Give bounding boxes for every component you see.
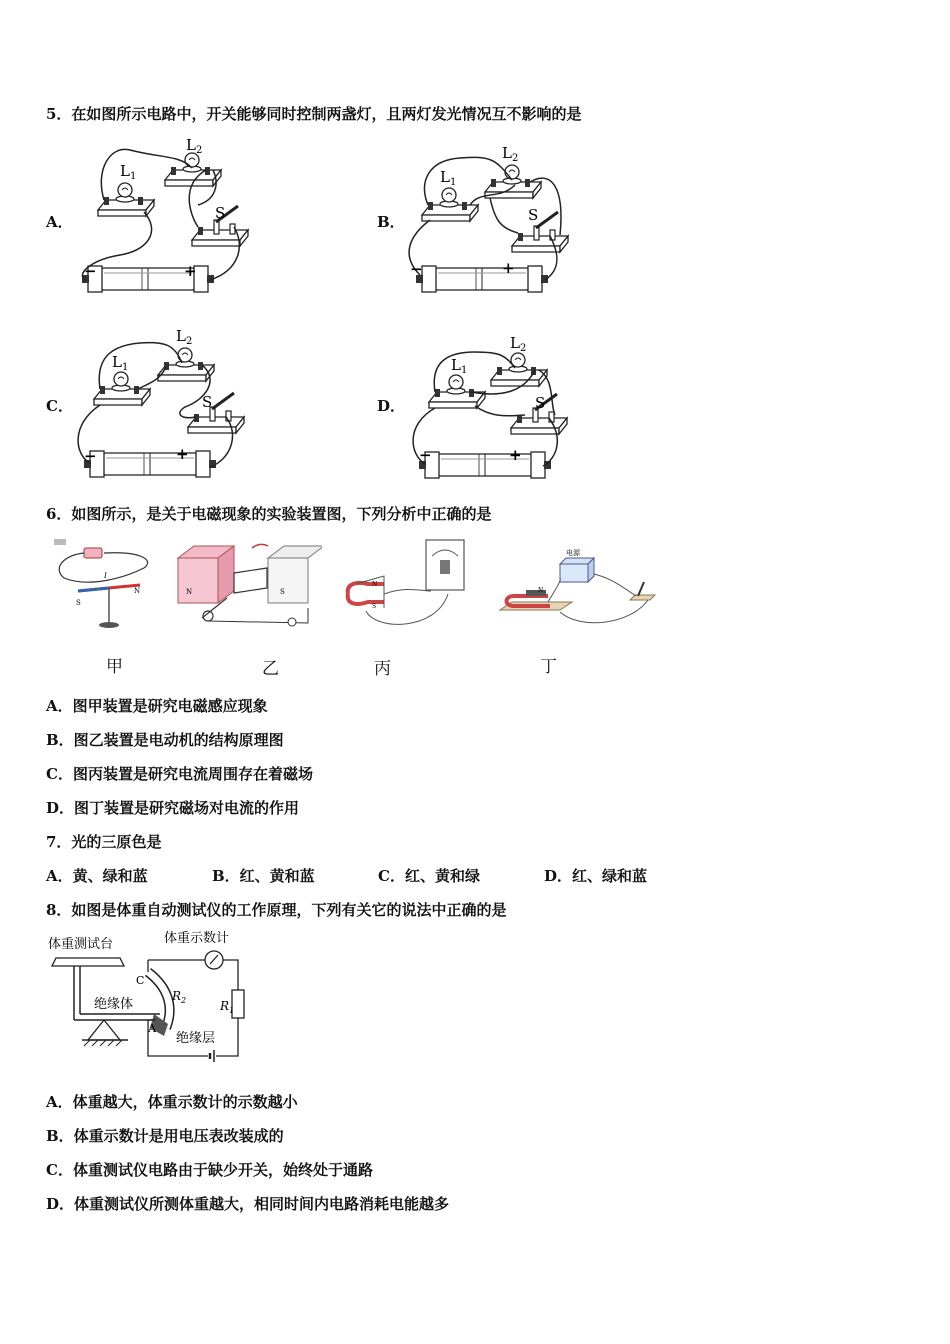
label-n: N <box>538 587 544 594</box>
label-platform: 体重测试台 <box>48 937 114 952</box>
label-l2: $L_2$ <box>186 136 203 156</box>
label-s: S <box>202 393 213 411</box>
caption-ding: 丁 <box>540 657 557 677</box>
q6-option-c: C．图丙装置是研究电流周围存在着磁场 <box>46 765 313 783</box>
circuit-diagram-d <box>405 330 605 485</box>
caption-bing: 丙 <box>374 659 391 679</box>
q5-option-c-label: C． <box>46 397 73 415</box>
q8-stem: 8．如图是体重自动测试仪的工作原理，下列有关它的说法中正确的是 <box>46 901 507 919</box>
label-l2: $L_2$ <box>176 327 193 347</box>
label-s: S <box>528 206 539 224</box>
caption-jia: 甲 <box>106 657 123 677</box>
label-minus: − <box>84 447 97 465</box>
label-plus: + <box>502 259 515 277</box>
q8-option-c: C．体重测试仪电路由于缺少开关，始终处于通路 <box>46 1161 373 1179</box>
q7-option-a: A．黄、绿和蓝 <box>46 867 148 885</box>
label-plus: + <box>509 446 522 464</box>
label-s: S <box>280 588 285 596</box>
label-l2: $L_2$ <box>510 334 527 354</box>
q8-option-d: D．体重测试仪所测体重越大，相同时间内电路消耗电能越多 <box>46 1195 450 1213</box>
label-i: I <box>104 572 107 580</box>
label-minus: − <box>410 260 423 278</box>
q6-option-a: A．图甲装置是研究电磁感应现象 <box>46 697 268 715</box>
q5-option-a-label: A． <box>46 213 73 231</box>
label-r2: $R_2$ <box>172 989 187 1005</box>
label-s: S <box>76 599 81 607</box>
label-s: S <box>535 394 546 412</box>
figure-yi <box>172 538 322 633</box>
label-n: N <box>186 588 193 596</box>
label-r1: $R_1$ <box>220 999 235 1015</box>
label-l1: $L_1$ <box>120 162 137 182</box>
q7-option-d: D．红、绿和蓝 <box>544 867 648 885</box>
figure-weight-tester <box>44 928 254 1064</box>
circuit-diagram-a <box>70 130 270 300</box>
label-insulator: 绝缘体 <box>94 997 134 1012</box>
q8-option-a: A．体重越大，体重示数计的示数越小 <box>46 1093 298 1111</box>
figure-jia <box>44 533 164 633</box>
label-s: S <box>372 603 377 610</box>
label-layer: 绝缘层 <box>176 1031 216 1046</box>
label-c: C <box>136 974 145 987</box>
q6-option-d: D．图丁装置是研究磁场对电流的作用 <box>46 799 300 817</box>
label-l1: $L_1$ <box>451 356 468 376</box>
label-s: S <box>215 204 226 222</box>
q7-option-c: C．红、黄和绿 <box>378 867 480 885</box>
label-l2: $L_2$ <box>502 144 519 164</box>
label-l1: $L_1$ <box>440 168 457 188</box>
label-n: N <box>372 581 378 588</box>
label-a: A <box>148 1022 156 1035</box>
q7-stem: 7．光的三原色是 <box>46 833 162 851</box>
circuit-diagram-b <box>400 140 600 300</box>
label-meter: 体重示数计 <box>164 931 230 946</box>
label-minus: − <box>419 446 432 464</box>
caption-yi: 乙 <box>262 659 279 679</box>
figure-bing <box>336 536 476 636</box>
q5-option-d-label: D． <box>377 397 406 415</box>
q6-stem: 6．如图所示，是关于电磁现象的实验装置图，下列分析中正确的是 <box>46 505 492 523</box>
q8-option-b: B．体重示数计是用电压表改装成的 <box>46 1127 284 1145</box>
label-power: 电源 <box>566 549 580 557</box>
figure-ding <box>490 540 660 635</box>
circuit-diagram-c <box>70 325 270 485</box>
label-plus: + <box>184 262 197 280</box>
q7-option-b: B．红、黄和蓝 <box>212 867 315 885</box>
q5-stem: 5．在如图所示电路中，开关能够同时控制两盏灯，且两灯发光情况互不影响的是 <box>46 105 582 123</box>
q6-option-b: B．图乙装置是电动机的结构原理图 <box>46 731 284 749</box>
label-n: N <box>134 587 141 595</box>
label-plus: + <box>176 445 189 463</box>
label-l1: $L_1$ <box>112 353 129 373</box>
label-minus: − <box>84 262 97 280</box>
q5-option-b-label: B． <box>377 213 405 231</box>
